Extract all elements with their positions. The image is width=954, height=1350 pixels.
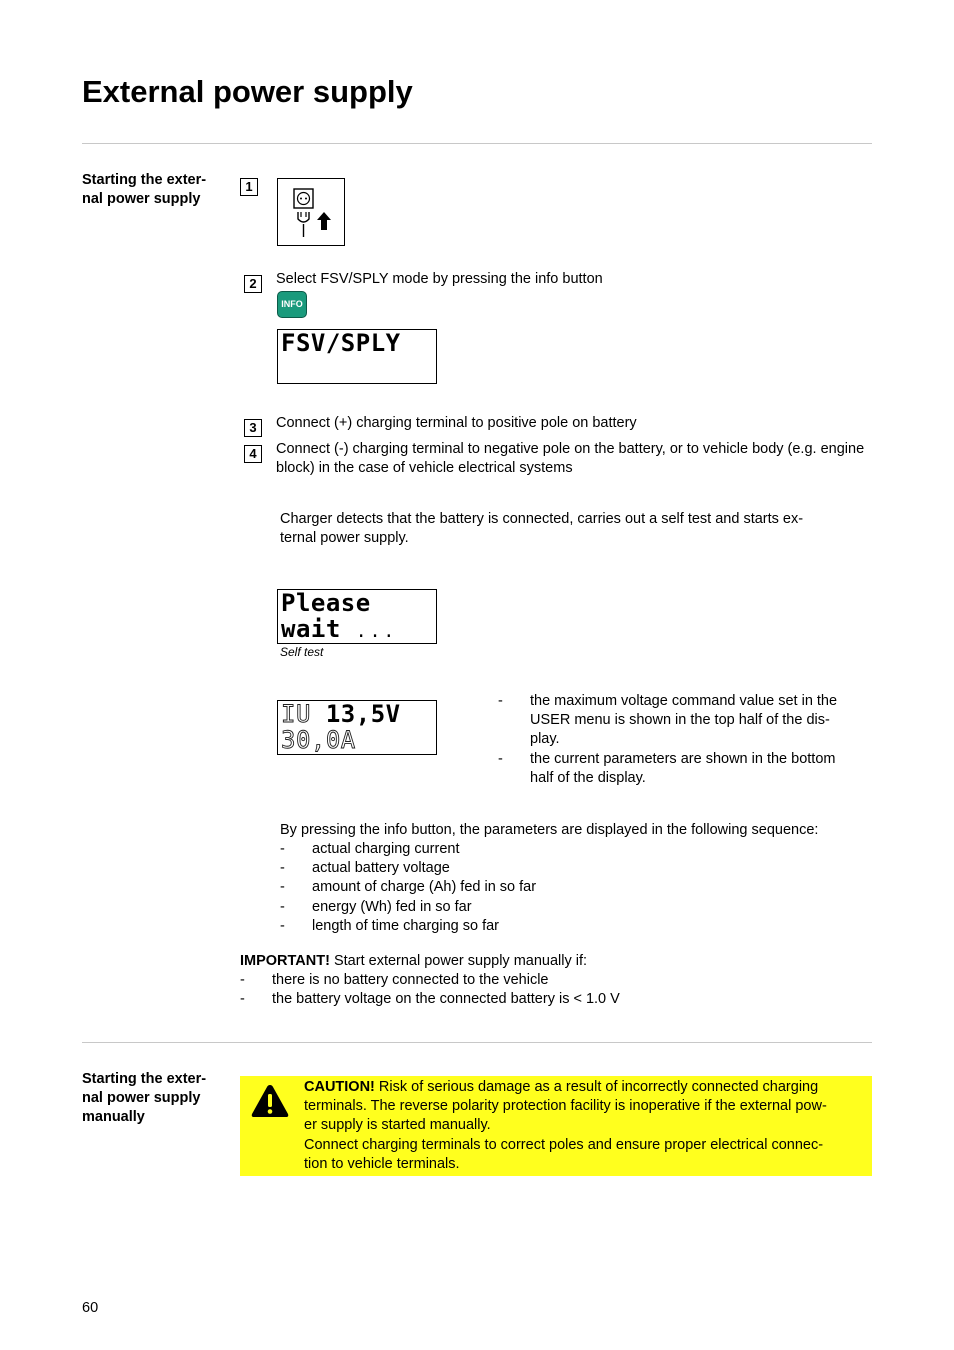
caution-label: CAUTION! (304, 1079, 375, 1095)
lcd-dots: ... (355, 621, 398, 642)
caution-box (240, 1076, 872, 1176)
important-text: Start external power supply manually if: (329, 953, 588, 969)
page-title: External power supply (82, 74, 413, 109)
step-number: 2 (244, 275, 262, 293)
lcd-line: wait (281, 615, 341, 643)
section-divider (82, 143, 872, 144)
step-number: 3 (244, 419, 262, 437)
detect-text: Charger detects that the battery is connected, carries out a self test and starts ex- ternal power supply. (280, 511, 804, 547)
battery-icon (341, 382, 373, 384)
important-label: IMPORTANT! (240, 953, 330, 969)
section-heading: Starting the exter- nal power supply (82, 172, 207, 207)
sequence-intro: By pressing the info button, the parameters are displayed in the following sequence: (280, 822, 819, 838)
plug-power-icon (277, 178, 345, 246)
step-number: 1 (240, 178, 258, 196)
section-heading: Starting the exter- nal power supply manually (82, 1071, 207, 1125)
section-divider (82, 1042, 872, 1043)
voltage-value: 13,5V (325, 700, 401, 728)
lcd-display (277, 700, 437, 755)
list-item: - amount of charge (Ah) fed in so far (280, 879, 537, 896)
info-button[interactable]: INFO (277, 291, 307, 318)
lcd-line: Please (281, 589, 371, 617)
list-item: - energy (Wh) fed in so far (280, 898, 472, 915)
list-item: - there is no battery connected to the vehicle (240, 972, 549, 988)
caution-instruction: Connect charging terminals to correct poles and ensure proper electrical connec- tion to vehicle terminals. (304, 1137, 824, 1173)
step-text: Select FSV/SPLY mode by pressing the info button (276, 271, 603, 287)
current-value: 30,0A (281, 726, 356, 754)
list-item: - length of time charging so far (280, 917, 499, 934)
step-number: 4 (244, 445, 262, 463)
important-note (240, 952, 872, 971)
mode-label: IU (281, 700, 311, 728)
display-notes (498, 692, 872, 788)
charging-arrow-battery-icon (341, 753, 379, 755)
lcd-display (277, 329, 437, 384)
list-item: - actual battery voltage (280, 860, 450, 877)
caution-text: CAUTION! Risk of serious damage as a result of incorrectly connected charging terminals. The reverse polarity protection facility is inoperative if the external pow- er supply is started manually. (304, 1079, 827, 1134)
figure-caption: Self test (280, 645, 324, 659)
warning-triangle-icon (250, 1083, 290, 1119)
page-number: 60 (82, 1300, 99, 1316)
list-item: - the maximum voltage command value set in the USER menu is shown in the top half of the dis- play. (498, 693, 838, 748)
list-item: - the battery voltage on the connected battery is < 1.0 V (240, 991, 620, 1008)
important-list (240, 971, 872, 1009)
list-item: - actual charging current (280, 841, 460, 857)
step-text: Connect (-) charging terminal to negative pole on the battery, or to vehicle body (e.g. engine block) in the case of vehicle electrical systems (276, 441, 865, 477)
lcd-display (277, 589, 437, 644)
lcd-line: FSV/SPLY (281, 329, 401, 357)
step-text: Connect (+) charging terminal to positive pole on battery (276, 415, 637, 431)
list-item: - the current parameters are shown in the bottom half of the display. (498, 750, 836, 786)
sequence-list (280, 840, 872, 936)
